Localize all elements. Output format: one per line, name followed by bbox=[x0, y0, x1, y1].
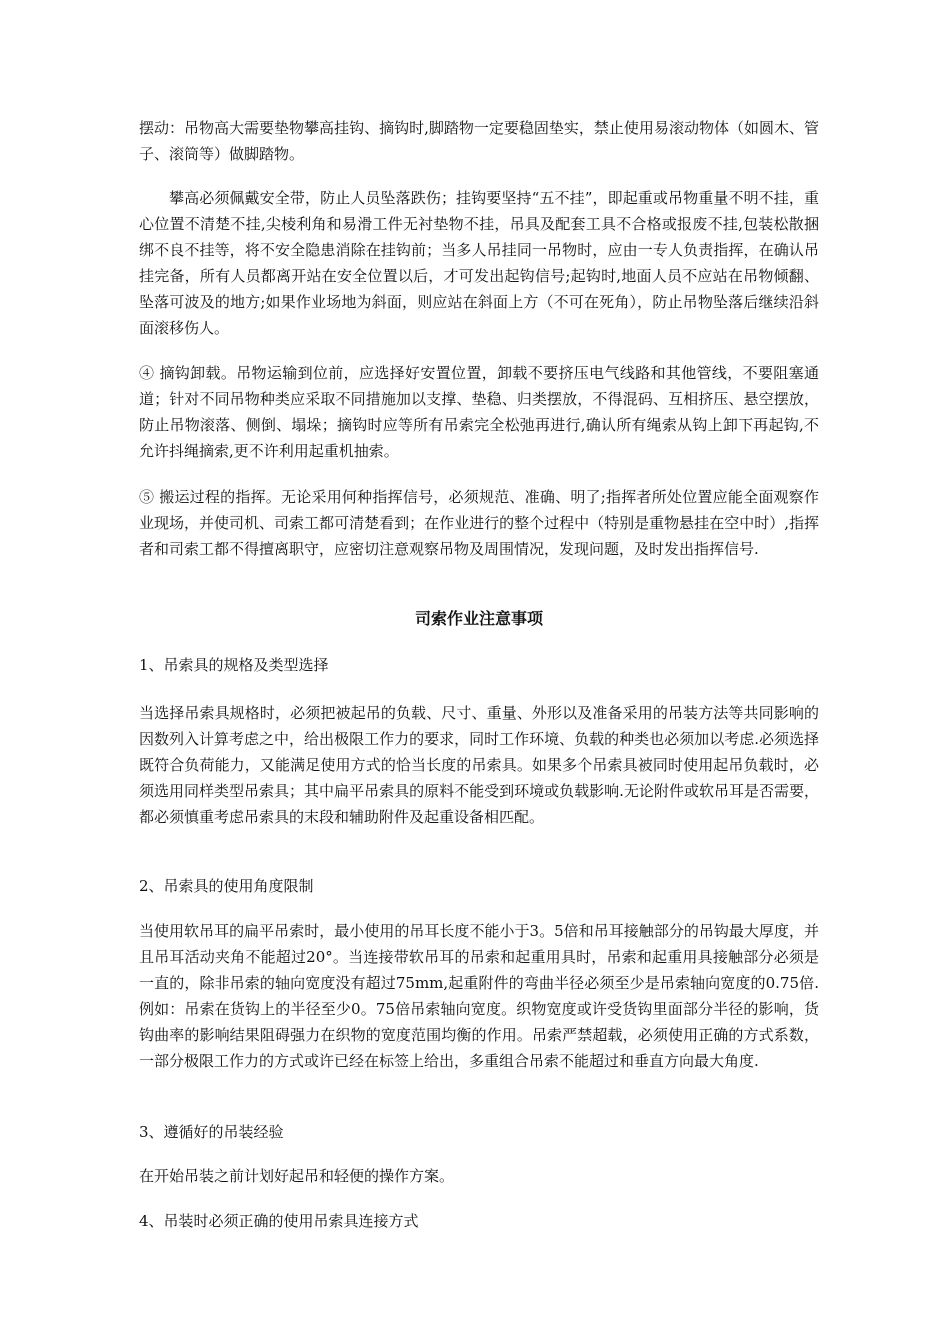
item3-body: 在开始吊装之前计划好起吊和轻便的操作方案。 bbox=[139, 1167, 455, 1185]
item4-title: 4、吊装时必须正确的使用吊索具连接方式 bbox=[139, 1212, 419, 1230]
item2-title: 2、吊索具的使用角度限制 bbox=[139, 877, 314, 895]
item1-body: 当选择吊索具规格时，必须把被起吊的负载、尺寸、重量、外形以及准备采用的吊装方法等共同影响的因数列入计算考虑之中，给出极限工作力的要求，同时工作环境、负载的种类也必须加以考虑.必须选择既符合负荷能力，又能满足使用方式的恰当长度的吊索具。如果多个吊索具被同时使用起吊负载时，必须选用同样类型吊索具；其中扁平吊索具的原料不能受到环境或负载影响.无论附件或软吊耳是否需要，都必须慎重考虑吊索具的末段和辅助附件及起重设备相匹配。 bbox=[139, 704, 819, 826]
paragraph-climb: 攀高必须佩戴安全带，防止人员坠落跌伤；挂钩要坚持“五不挂”，即起重或吊物重量不明不挂，重心位置不清楚不挂,尖棱利角和易滑工件无衬垫物不挂，吊具及配套工具不合格或报废不挂,包装松散捆绑不良不挂等，将不安全隐患消除在挂钩前；当多人吊挂同一吊物时，应由一专人负责指挥，在确认吊挂完备，所有人员都离开站在安全位置以后，才可发出起钩信号;起钩时,地面人员不应站在吊物倾翻、坠落可波及的地方;如果作业场地为斜面，则应站在斜面上方（不可在死角），防止吊物坠落后继续沿斜面滚移伤人。 bbox=[139, 189, 819, 337]
paragraph-swing: 摆动：吊物高大需要垫物攀高挂钩、摘钩时,脚踏物一定要稳固垫实，禁止使用易滚动物体（如圆木、管子、滚筒等）做脚踏物。 bbox=[139, 119, 819, 163]
section-title: 司索作业注意事项 bbox=[414, 609, 543, 628]
paragraph-unhook: ④ 摘钩卸载。吊物运输到位前，应选择好安置位置，卸载不要挤压电气线路和其他管线，不要阻塞通道；针对不同吊物种类应采取不同措施加以支撑、垫稳、归类摆放，不得混码、互相挤压、悬空摆放，防止吊物滚落、侧倒、塌垛；摘钩时应等所有吊索完全松弛再进行,确认所有绳索从钩上卸下再起钩,不允许抖绳摘索,更不许利用起重机抽索。 bbox=[139, 364, 819, 460]
item1-title: 1、吊索具的规格及类型选择 bbox=[139, 656, 329, 674]
item3-title: 3、遵循好的吊装经验 bbox=[139, 1123, 284, 1141]
item2-body: 当使用软吊耳的扁平吊索时，最小使用的吊耳长度不能小于3。5倍和吊耳接触部分的吊钩最大厚度，并且吊耳活动夹角不能超过20°。当连接带软吊耳的吊索和起重用具时，吊索和起重用具接触部分必须是一直的，除非吊索的轴向宽度没有超过75mm,起重附件的弯曲半径必须至少是吊索轴向宽度的0.75倍.例如：吊索在货钩上的半径至少0。75倍吊索轴向宽度。织物宽度或许受货钩里面部分半径的影响，货钩曲率的影响结果阻碍强力在织物的宽度范围均衡的作用。吊索严禁超载，必须使用正确的方式系数，一部分极限工作力的方式或许已经在标签上给出，多重组合吊索不能超过和垂直方向最大角度. bbox=[139, 922, 819, 1070]
paragraph-command: ⑤ 搬运过程的指挥。无论采用何种指挥信号，必须规范、准确、明了;指挥者所处位置应能全面观察作业现场，并使司机、司索工都可清楚看到；在作业进行的整个过程中（特别是重物悬挂在空中时）,指挥者和司索工都不得擅离职守，应密切注意观察吊物及周围情况，发现问题，及时发出指挥信号. bbox=[139, 488, 819, 558]
